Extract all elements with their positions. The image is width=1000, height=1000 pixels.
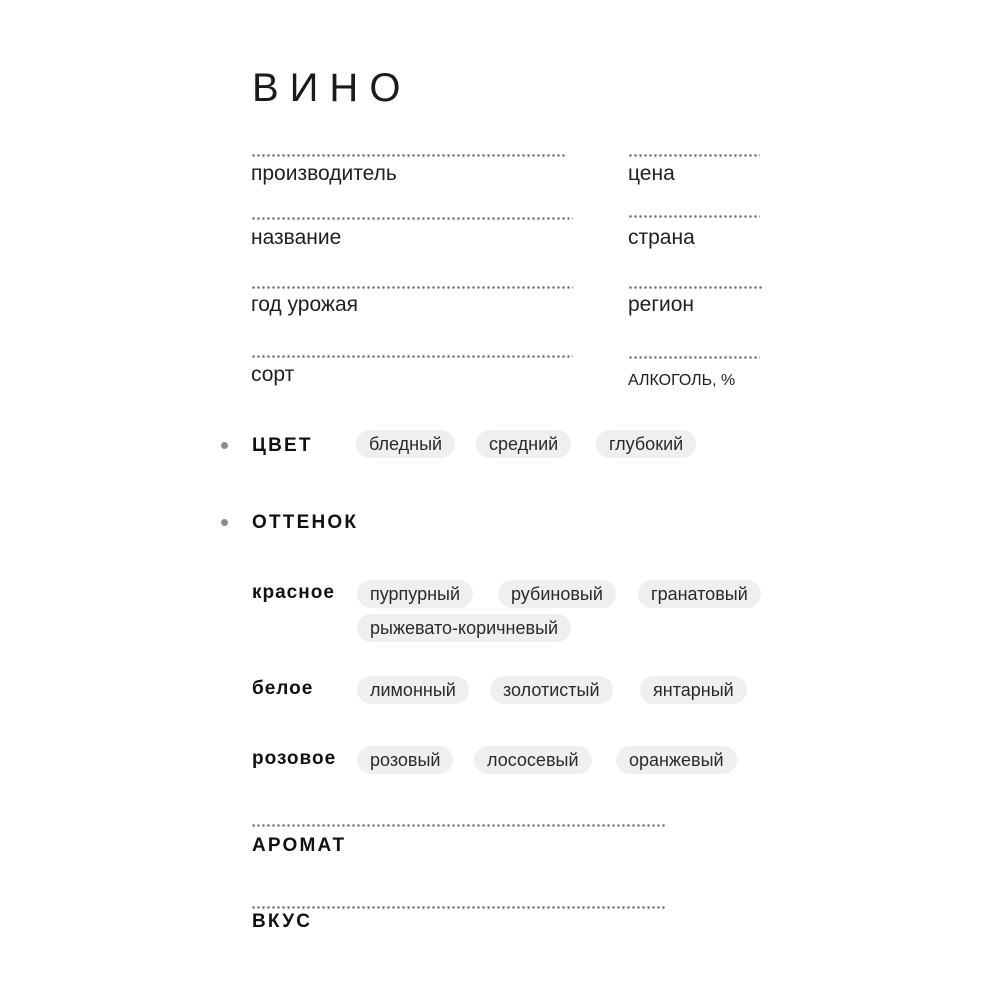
white-option-lemon[interactable]: лимонный [357, 676, 469, 704]
vintage-field-label: год урожая [251, 293, 358, 316]
rose-wine-label: розовое [252, 748, 337, 769]
red-option-ruby[interactable]: рубиновый [498, 580, 616, 608]
taste-heading: ВКУС [252, 911, 313, 932]
region-field-line[interactable] [628, 286, 762, 289]
color-option-pale[interactable]: бледный [356, 430, 455, 458]
red-option-tawny[interactable]: рыжевато-коричневый [357, 614, 571, 642]
red-wine-label: красное [252, 582, 335, 603]
aroma-field-line[interactable] [251, 824, 667, 827]
producer-field-line[interactable] [251, 154, 567, 157]
country-field-line[interactable] [628, 215, 760, 218]
price-field-label: цена [628, 162, 675, 185]
producer-field-label: производитель [251, 162, 397, 185]
color-option-medium[interactable]: средний [476, 430, 571, 458]
color-bullet-icon [221, 442, 228, 449]
taste-field-line[interactable] [251, 906, 667, 909]
alcohol-field-label: АЛКОГОЛЬ, % [628, 372, 736, 389]
rose-option-orange[interactable]: оранжевый [616, 746, 737, 774]
white-option-amber[interactable]: янтарный [640, 676, 747, 704]
rose-option-salmon[interactable]: лососевый [474, 746, 592, 774]
page-title: ВИНО [252, 66, 412, 110]
variety-field-line[interactable] [251, 355, 573, 358]
hue-bullet-icon [221, 519, 228, 526]
country-field-label: страна [628, 226, 695, 249]
name-field-label: название [251, 226, 342, 249]
name-field-line[interactable] [251, 217, 573, 220]
red-option-purple[interactable]: пурпурный [357, 580, 473, 608]
white-wine-label: белое [252, 678, 314, 699]
color-heading: ЦВЕТ [252, 435, 313, 456]
aroma-heading: АРОМАТ [252, 835, 347, 856]
red-option-garnet[interactable]: гранатовый [638, 580, 761, 608]
hue-heading: ОТТЕНОК [252, 512, 359, 533]
region-field-label: регион [628, 293, 695, 316]
white-option-golden[interactable]: золотистый [490, 676, 613, 704]
color-option-deep[interactable]: глубокий [596, 430, 696, 458]
price-field-line[interactable] [628, 154, 760, 157]
alcohol-field-line[interactable] [628, 356, 760, 359]
rose-option-pink[interactable]: розовый [357, 746, 453, 774]
vintage-field-line[interactable] [251, 286, 573, 289]
variety-field-label: сорт [251, 363, 295, 386]
